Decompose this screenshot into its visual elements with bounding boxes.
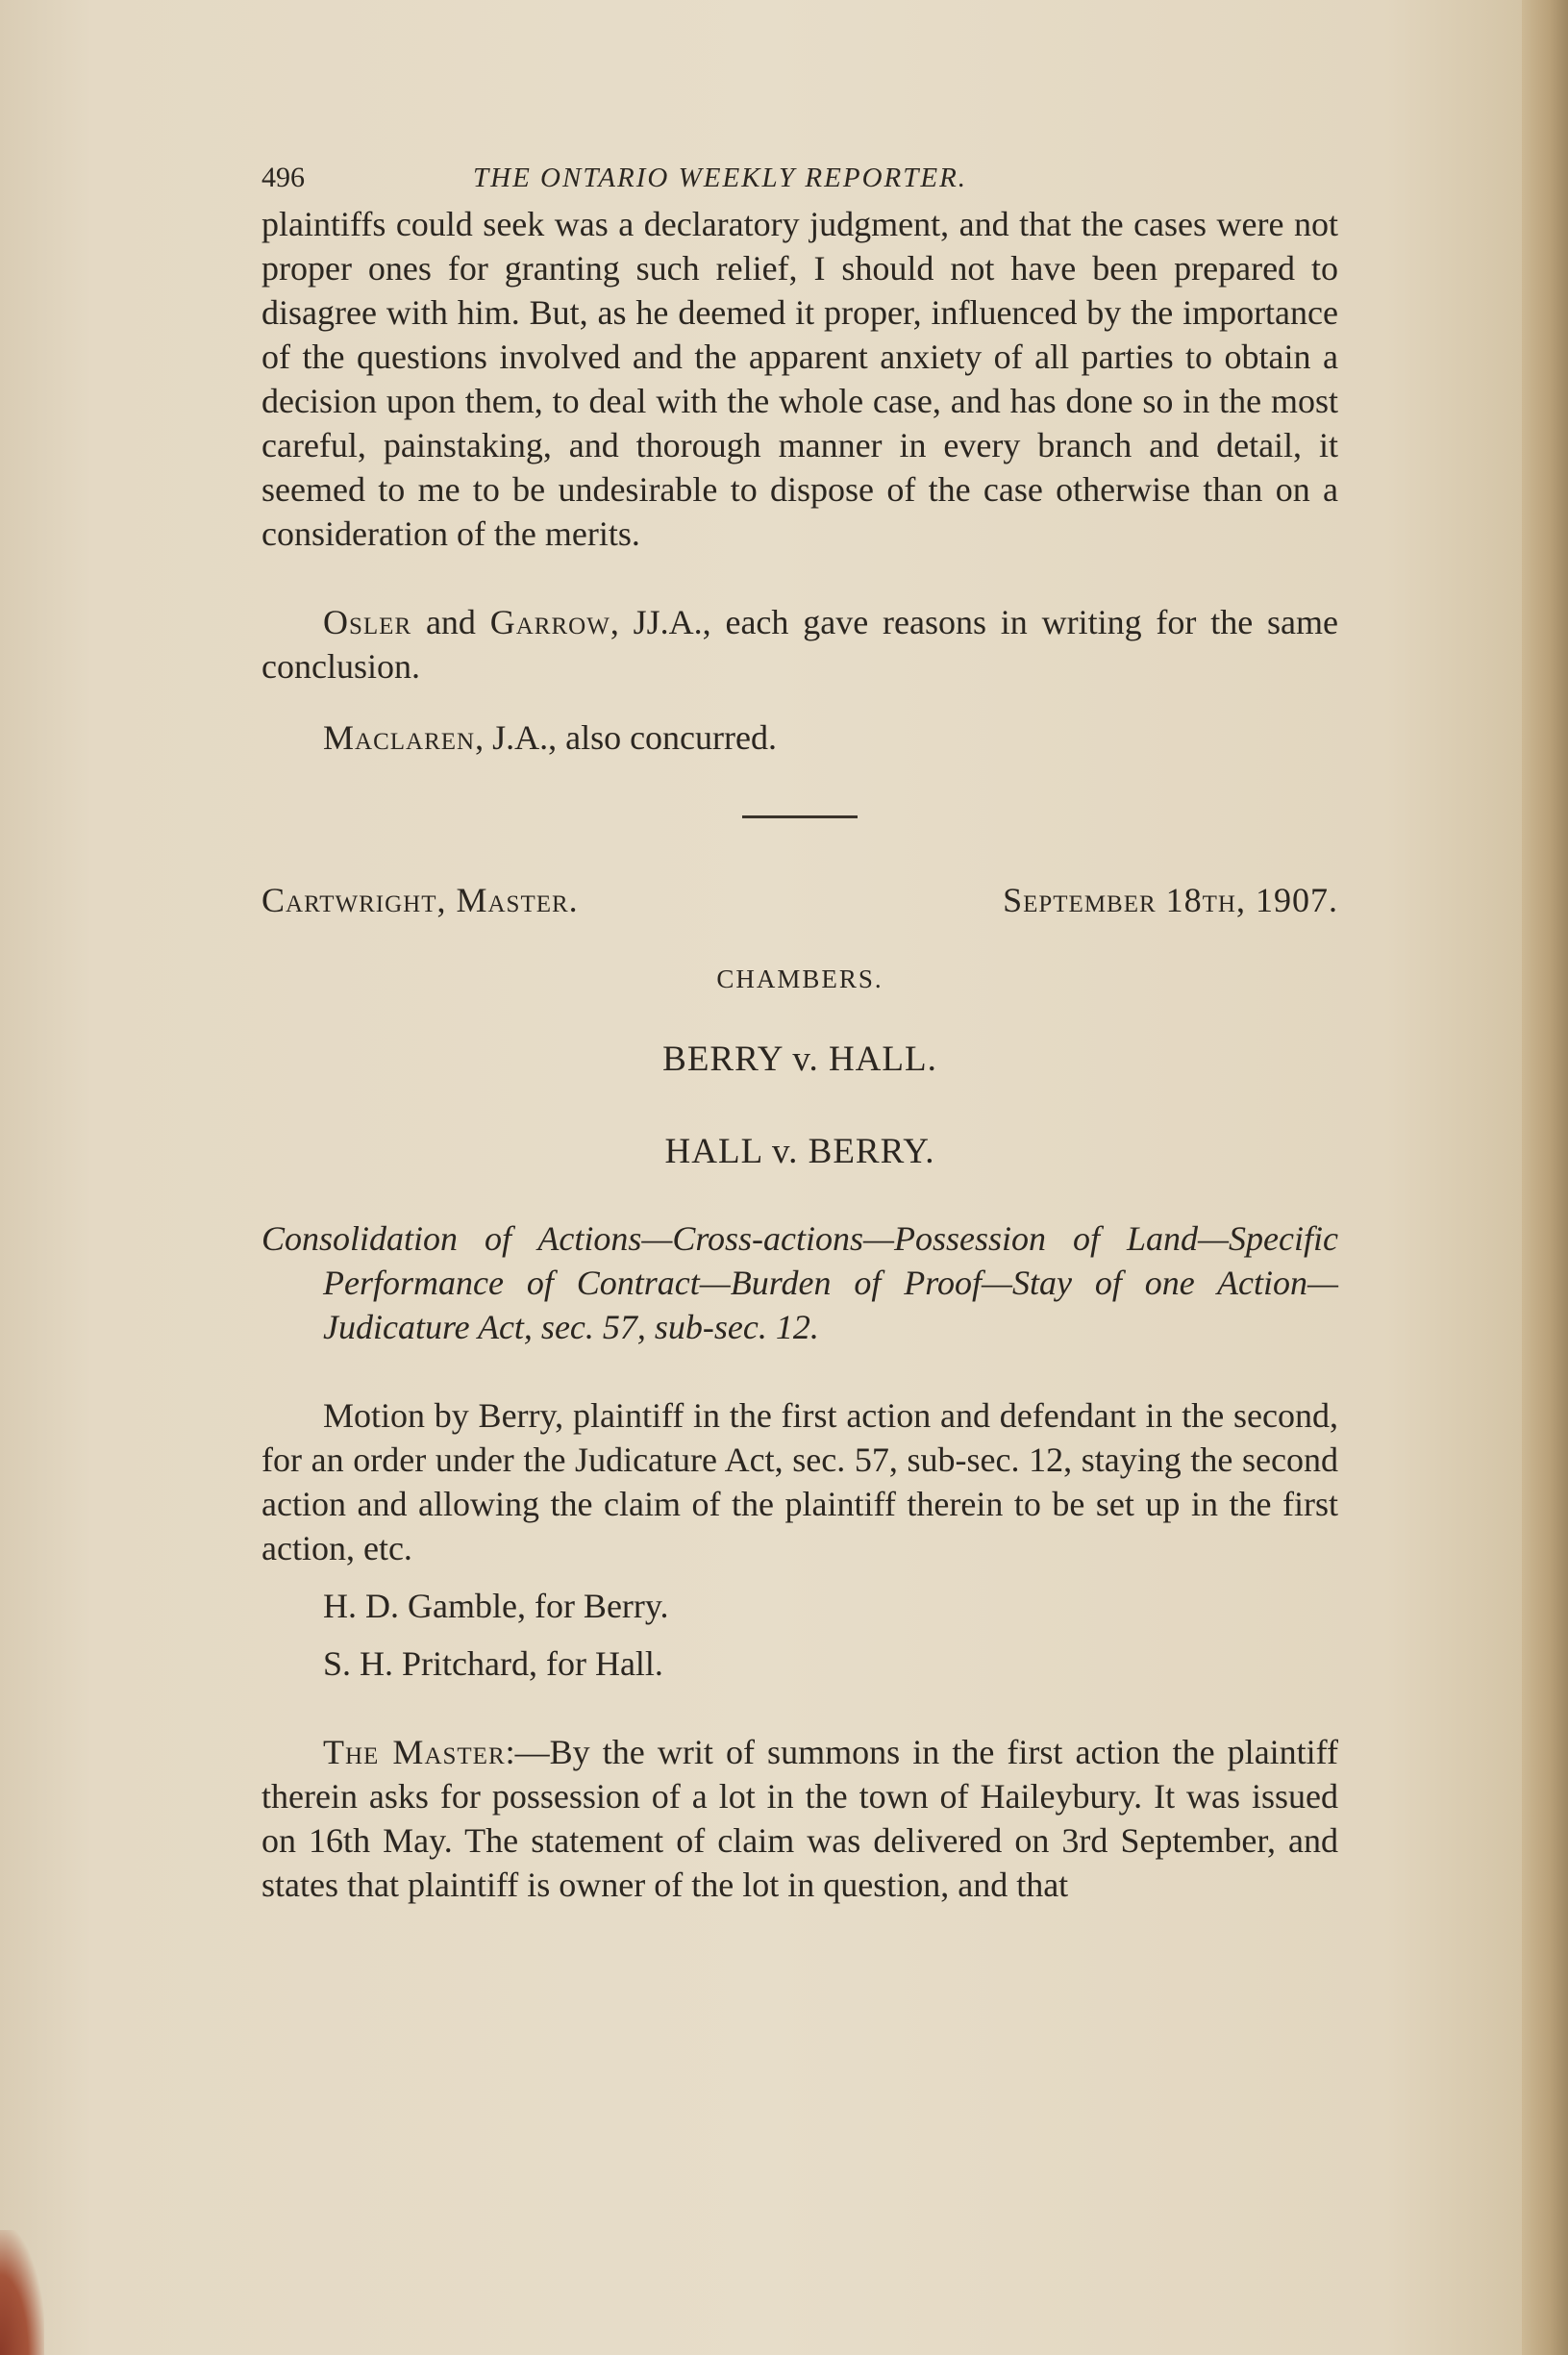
decision-date: September 18th, 1907. <box>1003 881 1338 919</box>
judge-name-maclaren: Maclaren <box>323 718 476 757</box>
running-title: THE ONTARIO WEEKLY REPORTER. <box>473 163 968 193</box>
page-header <box>261 144 1338 202</box>
page-content <box>261 144 1338 1907</box>
case-title-2: HALL v. BERRY. <box>664 1132 935 1171</box>
judge-name-garrow: Garrow <box>489 603 610 641</box>
court-line <box>261 878 1338 922</box>
section-divider <box>742 815 858 818</box>
paragraph-judgment-continuation: plaintiffs could seek was a declaratory judgment, and that the cases were not proper ones for granting such relief, I should not have been prepared to disagree with him. But, as he deemed it proper, influenced by the importance of the questions involved and the apparent anxiety of all parties to obtain a decision upon them, to deal with the whole case, and has done so in the most careful, painstaking, and thorough manner in every branch and detail, it seemed to me to be undesirable to dispose of the case otherwise than on a consideration of the merits. <box>261 205 1338 553</box>
case-title-1: BERRY v. HALL. <box>662 1040 937 1079</box>
counsel-berry: H. D. Gamble, for Berry. <box>323 1587 669 1625</box>
judge-label: Cartwright, Master. <box>261 881 579 919</box>
chambers-label: CHAMBERS. <box>716 965 884 993</box>
master-text: :—By the writ of summons in the first action the plaintiff therein asks for possession of a lot in the town of Haileybury. It was issued on 16th May. The statement of claim was delivered on 3rd September, and states that plaintiff is owner of the lot in question, and that <box>261 1733 1338 1904</box>
conjunction: and <box>411 603 490 641</box>
paragraph-maclaren <box>261 715 1338 760</box>
master-label: The Master <box>323 1733 506 1771</box>
master-paragraph <box>261 1730 1338 1907</box>
headnote: Consolidation of Actions—Cross-actions—Possession of Land—Specific Performance of Contract—Burden of Proof—Stay of one Action—Judicature Act, sec. 57, sub-sec. 12. <box>261 1219 1338 1346</box>
paragraph-maclaren-text: , J.A., also concurred. <box>475 718 777 757</box>
page-number: 496 <box>261 162 305 193</box>
judge-name-osler: Osler <box>323 603 412 641</box>
paragraph-osler-text: , JJ.A., each gave reasons in writing for the same conclusion. <box>261 603 1338 686</box>
motion-paragraph: Motion by Berry, plaintiff in the first action and defendant in the second, for an order under the Judicature Act, sec. 57, sub-sec. 12, staying the second action and allowing the claim of the plaintiff therein to be set up in the first action, etc. <box>261 1396 1338 1567</box>
page-edge <box>1522 0 1568 2355</box>
corner-stain <box>0 2230 44 2355</box>
paragraph-osler-garrow <box>261 600 1338 689</box>
counsel-hall: S. H. Pritchard, for Hall. <box>323 1644 663 1683</box>
